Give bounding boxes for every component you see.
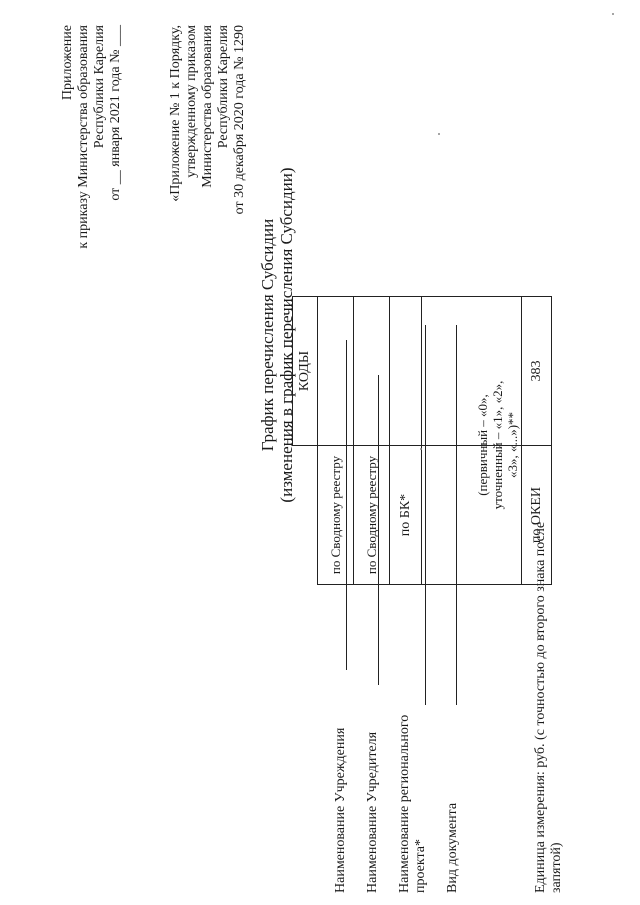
codes-row-value[interactable]: [390, 297, 422, 446]
codes-row-value[interactable]: [354, 297, 390, 446]
doc-type-label: Вид документа: [445, 802, 460, 893]
codes-row-label: по ОКЕИ: [522, 446, 552, 585]
doc-type-note-line: уточненный – «1», «2»,: [490, 380, 505, 510]
appendix-order-reference: [168, 25, 248, 355]
codes-row-label: по Сводному реестру: [318, 446, 354, 585]
appendix-line: Министерства образования: [200, 25, 215, 188]
codes-row: [390, 297, 422, 585]
project-label: Наименование регионального проекта*: [397, 714, 428, 893]
doc-type-note-line: (первичный – «0»,: [475, 394, 490, 496]
appendix-header: [60, 25, 124, 355]
founder-label: Наименование Учредителя: [365, 731, 380, 893]
scan-speck: [420, 448, 422, 450]
scan-speck: [438, 133, 440, 135]
document-title: [258, 145, 296, 525]
codes-header-spacer: [293, 446, 318, 585]
codes-row: [354, 297, 390, 585]
codes-header: КОДЫ: [293, 297, 318, 446]
codes-row: [522, 297, 552, 585]
appendix-line: Республики Карелия: [92, 25, 107, 149]
codes-row-label: [422, 446, 522, 585]
codes-row-label: по Сводному реестру: [354, 446, 390, 585]
unit-of-measure: Единица измерения: руб. (с точностью до второго знака после запятой): [533, 521, 564, 893]
codes-header-row: [293, 297, 318, 585]
appendix-line: к приказу Министерства образования: [76, 25, 91, 249]
appendix-line: «Приложение № 1 к Порядку,: [168, 25, 183, 202]
appendix-line: Приложение: [60, 25, 75, 101]
appendix-line: Республики Карелия: [216, 25, 231, 149]
codes-row-value[interactable]: [318, 297, 354, 446]
appendix-line: от 30 декабря 2020 года № 1290: [232, 25, 247, 215]
doc-type-note-line: «3», «...»)**: [505, 411, 520, 479]
appendix-line: утвержденному приказом: [184, 25, 199, 178]
codes-row: [422, 297, 522, 585]
appendix-line: от __ января 2021 года № ___: [108, 25, 123, 201]
codes-table: [292, 296, 552, 585]
codes-row-label: по БК*: [390, 446, 422, 585]
codes-row-value[interactable]: [422, 297, 522, 446]
codes-row: [318, 297, 354, 585]
codes-row-value[interactable]: 383: [522, 297, 552, 446]
institution-label: Наименование Учреждения: [333, 727, 348, 893]
title-subtitle: (изменения в график перечисления Субсидии): [277, 167, 296, 503]
scan-speck: [612, 13, 614, 15]
title-line: График перечисления Субсидии: [258, 218, 277, 452]
